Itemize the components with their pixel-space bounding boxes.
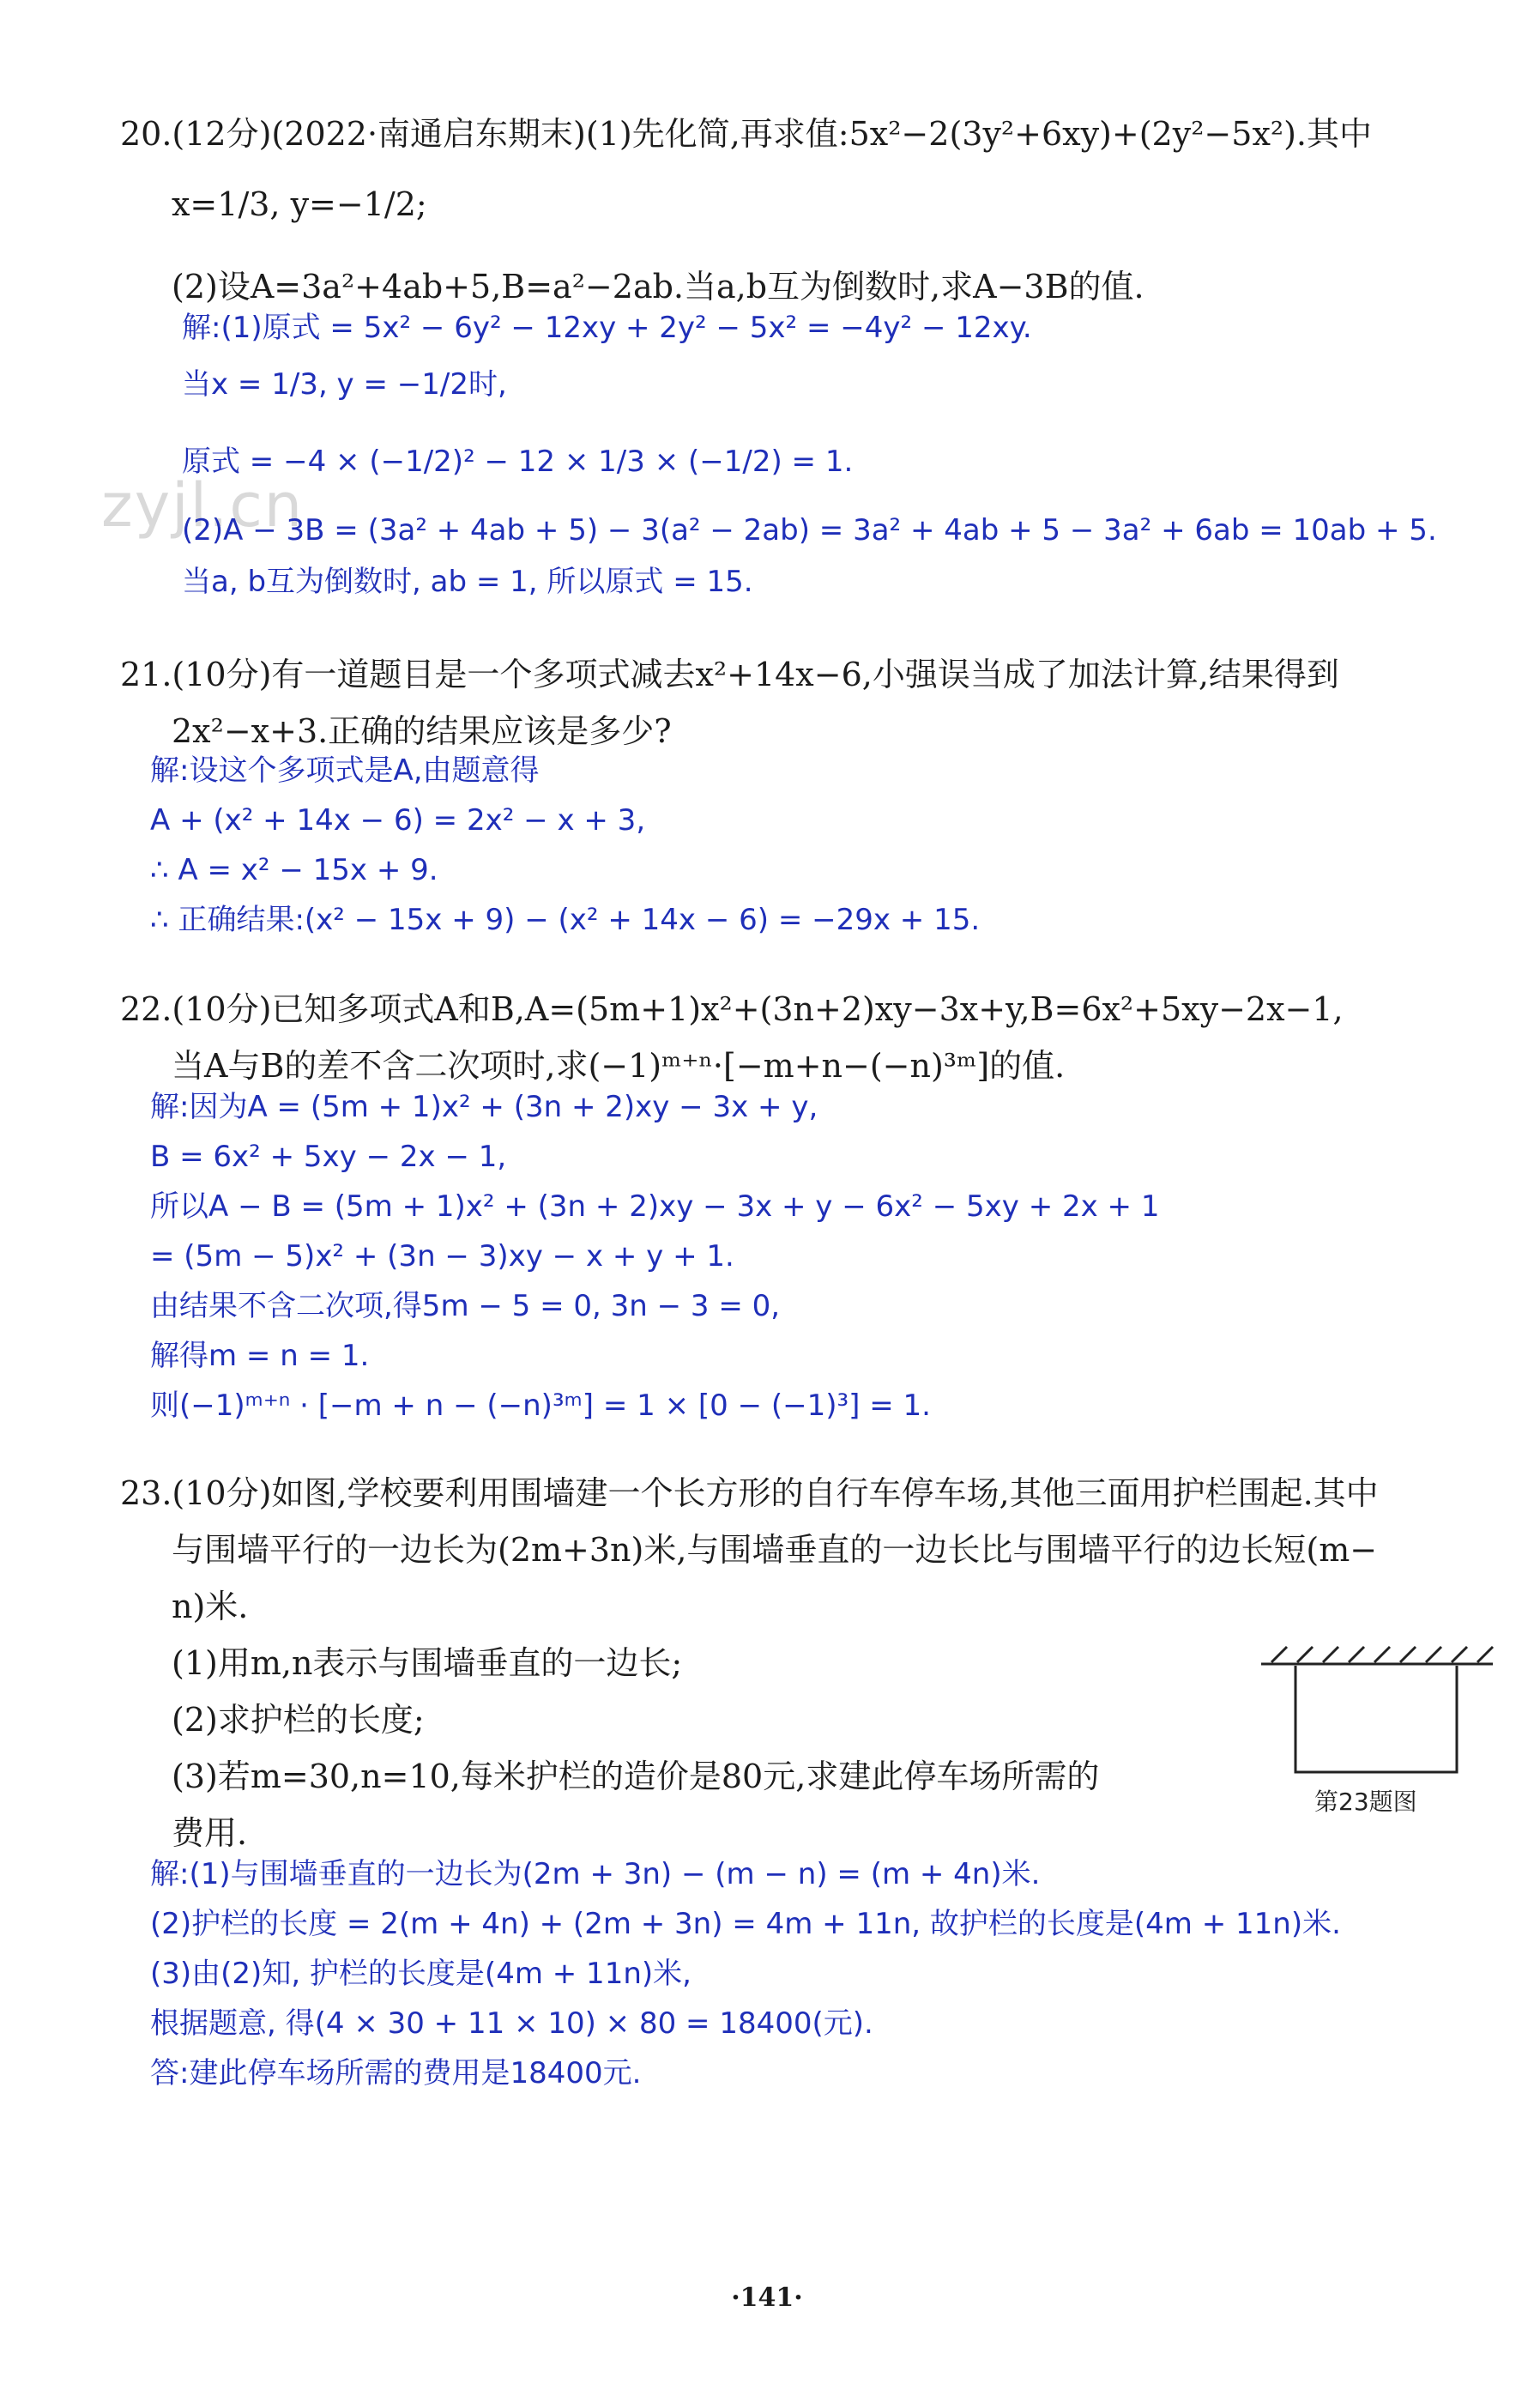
q23-line-1: 23.(10分)如图,学校要利用围墙建一个长方形的自行车停车场,其他三面用护栏围起.其中 [120,1474,1379,1512]
q23-part-2: (2)求护栏的长度; [172,1701,425,1739]
q21-solution-1: 解:设这个多项式是A,由题意得 [150,753,540,788]
q20-solution-3: 原式 = −4 × (−1/2)² − 12 × 1/3 × (−1/2) = 1. [182,445,854,479]
q22-solution-5: 由结果不含二次项,得5m − 5 = 0, 3n − 3 = 0, [150,1289,781,1323]
q23-part-1: (1)用m,n表示与围墙垂直的一边长; [172,1644,683,1682]
q22-solution-6: 解得m = n = 1. [150,1339,370,1373]
q21-solution-3: ∴ A = x² − 15x + 9. [150,853,438,887]
q22-line-1: 22.(10分)已知多项式A和B,A=(5m+1)x²+(3n+2)xy−3x+y,B=6x²+5xy−2x−1, [120,990,1344,1028]
parking-lot-diagram [1253,1635,1501,1781]
q23-line-2: 与围墙平行的一边长为(2m+3n)米,与围墙垂直的一边长比与围墙平行的边长短(m− [172,1531,1378,1569]
watermark: zyjl.cn [101,470,305,541]
q23-solution-1: 解:(1)与围墙垂直的一边长为(2m + 3n) − (m − n) = (m + 4n)米. [150,1857,1041,1891]
q23-line-3: n)米. [172,1588,249,1625]
fence-outline [1295,1666,1457,1772]
q21-line-2: 2x²−x+3.正确的结果应该是多少? [172,712,672,750]
q20-solution-5: 当a, b互为倒数时, ab = 1, 所以原式 = 15. [182,565,753,599]
q23-solution-4: 根据题意, 得(4 × 30 + 11 × 10) × 80 = 18400(元). [150,2006,873,2041]
q22-solution-3: 所以A − B = (5m + 1)x² + (3n + 2)xy − 3x + y − 6x² − 5xy + 2x + 1 [150,1189,1160,1224]
q20-solution-2: 当x = 1/3, y = −1/2时, [182,367,507,402]
q23-part-3: (3)若m=30,n=10,每米护栏的造价是80元,求建此停车场所需的 [172,1758,1100,1795]
q20-solution-1: 解:(1)原式 = 5x² − 6y² − 12xy + 2y² − 5x² = −4y² − 12xy. [182,311,1032,345]
q23-part-3-cont: 费用. [172,1814,248,1852]
q20-line-3: (2)设A=3a²+4ab+5,B=a²−2ab.当a,b互为倒数时,求A−3B的值. [172,268,1144,306]
page-number: ·141· [731,2283,803,2313]
q23-solution-2: (2)护栏的长度 = 2(m + 4n) + (2m + 3n) = 4m + 11n, 故护栏的长度是(4m + 11n)米. [150,1907,1341,1941]
q21-solution-4: ∴ 正确结果:(x² − 15x + 9) − (x² + 14x − 6) = −29x + 15. [150,903,981,937]
q23-solution-3: (3)由(2)知, 护栏的长度是(4m + 11n)米, [150,1957,692,1991]
q20-line-2: x=1/3, y=−1/2; [172,185,427,223]
q22-solution-4: = (5m − 5)x² + (3n − 3)xy − x + y + 1. [150,1239,734,1274]
figure-caption: 第23题图 [1314,1788,1417,1816]
q22-solution-1: 解:因为A = (5m + 1)x² + (3n + 2)xy − 3x + y, [150,1090,818,1124]
q22-solution-7: 则(−1)ᵐ⁺ⁿ · [−m + n − (−n)³ᵐ] = 1 × [0 − (−1)³] = 1. [150,1389,931,1423]
wall-hatch [1261,1647,1493,1664]
q23-solution-5: 答:建此停车场所需的费用是18400元. [150,2056,642,2090]
q20-solution-4: (2)A − 3B = (3a² + 4ab + 5) − 3(a² − 2ab) = 3a² + 4ab + 5 − 3a² + 6ab = 10ab + 5. [182,513,1437,548]
q22-line-2: 当A与B的差不含二次项时,求(−1)ᵐ⁺ⁿ·[−m+n−(−n)³ᵐ]的值. [172,1047,1066,1085]
q21-line-1: 21.(10分)有一道题目是一个多项式减去x²+14x−6,小强误当成了加法计算,结果得到 [120,656,1339,693]
q21-solution-2: A + (x² + 14x − 6) = 2x² − x + 3, [150,803,646,838]
q22-solution-2: B = 6x² + 5xy − 2x − 1, [150,1140,507,1174]
q20-line-1: 20.(12分)(2022·南通启东期末)(1)先化简,再求值:5x²−2(3y²+6xy)+(2y²−5x²).其中 [120,115,1373,153]
